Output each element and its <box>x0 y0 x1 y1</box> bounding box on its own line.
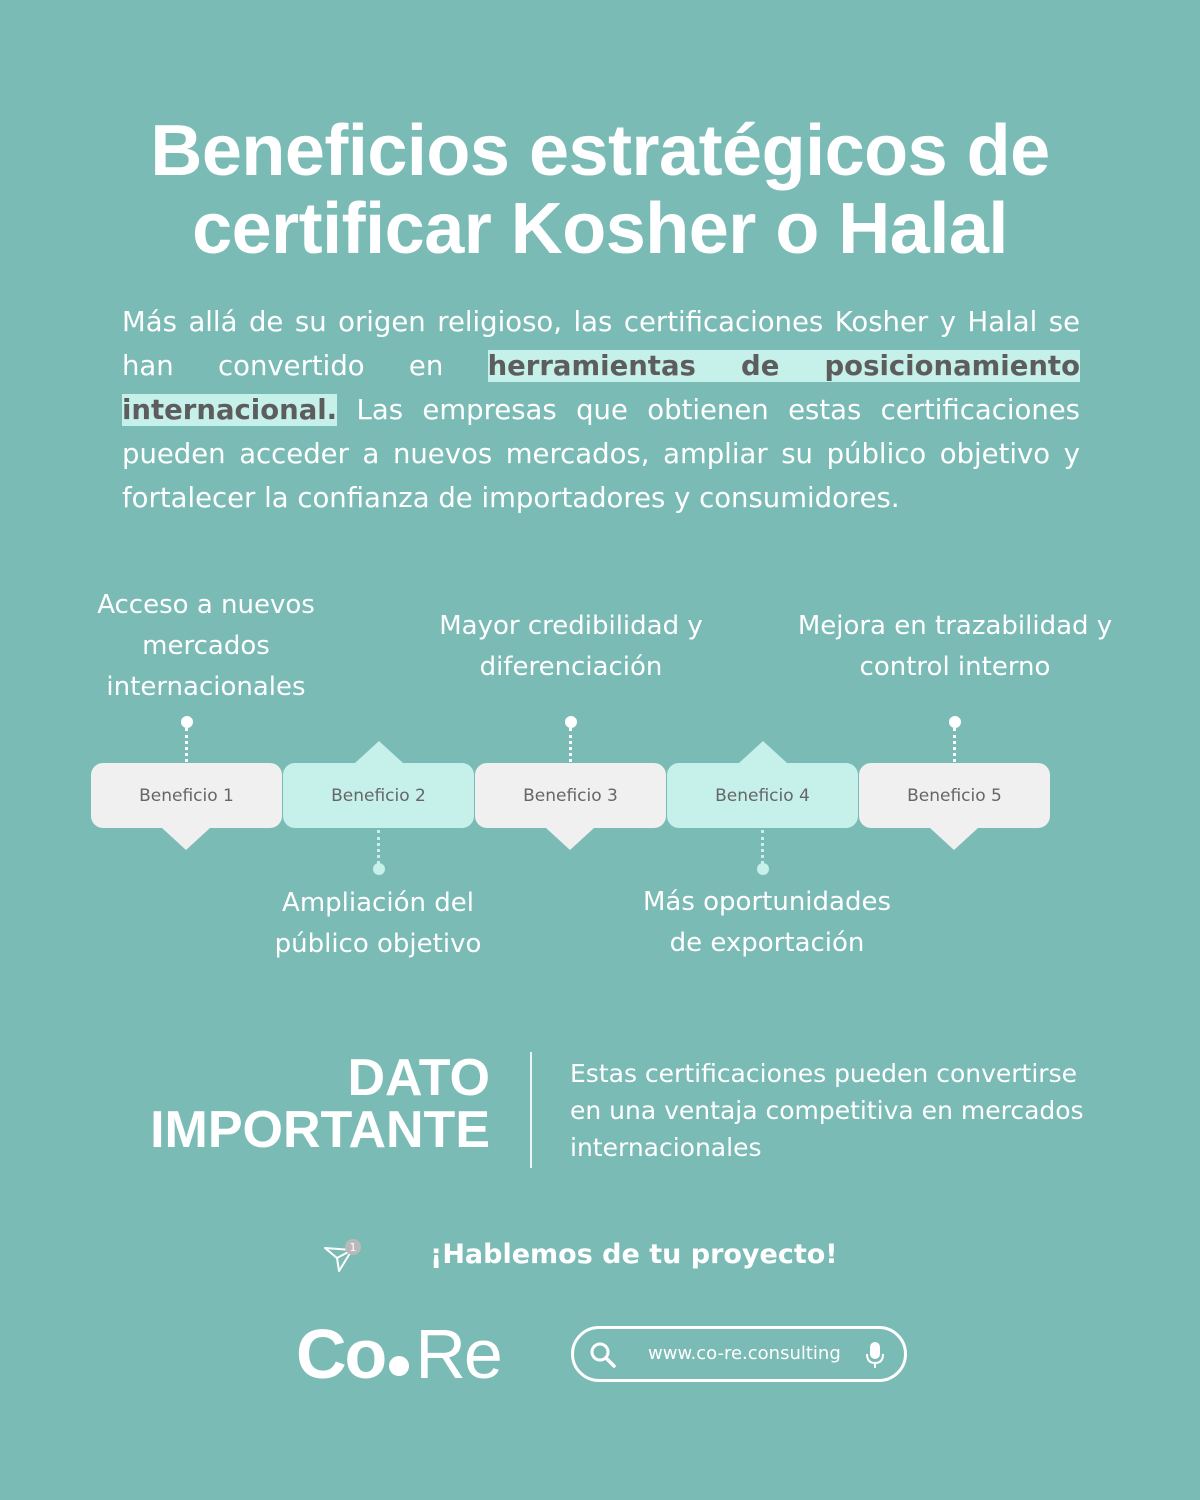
send-icon <box>322 1238 366 1274</box>
benefit-2-pill: Beneficio 2 <box>283 763 474 828</box>
title-line-2: certificar Kosher o Halal <box>192 189 1008 269</box>
search-icon <box>588 1340 618 1370</box>
benefit-4-dot <box>757 863 769 875</box>
dato-heading <box>100 1049 490 1159</box>
benefit-5-dot <box>949 716 961 728</box>
benefit-5-label: Mejora en trazabilidad y control interno <box>797 611 1113 682</box>
intro-paragraph <box>122 300 1080 520</box>
logo-part-2: Re <box>415 1315 501 1393</box>
cta-text[interactable]: ¡Hablemos de tu proyecto! <box>430 1239 838 1270</box>
website-search-bar[interactable] <box>571 1326 907 1382</box>
benefit-4-label: Más oportunidades de exportación <box>642 887 892 958</box>
benefit-5-pointer <box>930 828 978 850</box>
notification-badge-count: 1 <box>349 1241 357 1254</box>
page-title <box>60 112 1140 268</box>
benefit-4-pill: Beneficio 4 <box>667 763 858 828</box>
benefit-1-dot <box>181 716 193 728</box>
benefit-1-label: Acceso a nuevos mercados internacionales <box>97 590 315 702</box>
benefit-2-connector <box>377 830 380 864</box>
dato-divider <box>530 1052 532 1168</box>
intro-text-after: Las empresas que obtienen estas certificaciones pueden acceder a nuevos mercados, ampliar su público objetivo y fortalecer la confianza de importadores y consumidores. <box>122 394 1080 514</box>
benefit-5-connector <box>953 728 956 762</box>
core-logo <box>296 1316 501 1392</box>
logo-dot <box>389 1356 409 1376</box>
benefit-3-label: Mayor credibilidad y diferenciación <box>439 611 703 682</box>
benefit-2-label: Ampliación del público objetivo <box>274 888 482 959</box>
benefit-3-connector <box>569 728 572 762</box>
benefit-2-dot <box>373 863 385 875</box>
title-line-1: Beneficios estratégicos de <box>150 111 1050 191</box>
intro-text-before: Más allá de su origen religioso, las certificaciones Kosher y Halal se han convertido en <box>122 306 1080 382</box>
benefit-4-connector <box>761 830 764 864</box>
benefit-1-connector <box>185 728 188 762</box>
dato-heading-line-2: IMPORTANTE <box>150 1101 490 1159</box>
benefit-3-pointer <box>546 828 594 850</box>
benefit-1-pointer <box>162 828 210 850</box>
intro-highlight: herramientas de posicionamiento internacional. <box>122 350 1080 426</box>
benefit-2-pointer <box>355 741 403 763</box>
benefit-3-dot <box>565 716 577 728</box>
benefit-5-pill: Beneficio 5 <box>859 763 1050 828</box>
dato-text: Estas certificaciones pueden convertirse en una ventaja competitiva en mercados internacionales <box>570 1059 1084 1162</box>
microphone-icon <box>864 1340 886 1370</box>
benefit-4-pointer <box>739 741 787 763</box>
website-url[interactable]: www.co-re.consulting <box>648 1343 841 1364</box>
dato-heading-line-1: DATO <box>347 1049 490 1107</box>
benefit-3-pill: Beneficio 3 <box>475 763 666 828</box>
benefit-1-pill: Beneficio 1 <box>91 763 282 828</box>
logo-part-1: Co <box>296 1315 386 1393</box>
